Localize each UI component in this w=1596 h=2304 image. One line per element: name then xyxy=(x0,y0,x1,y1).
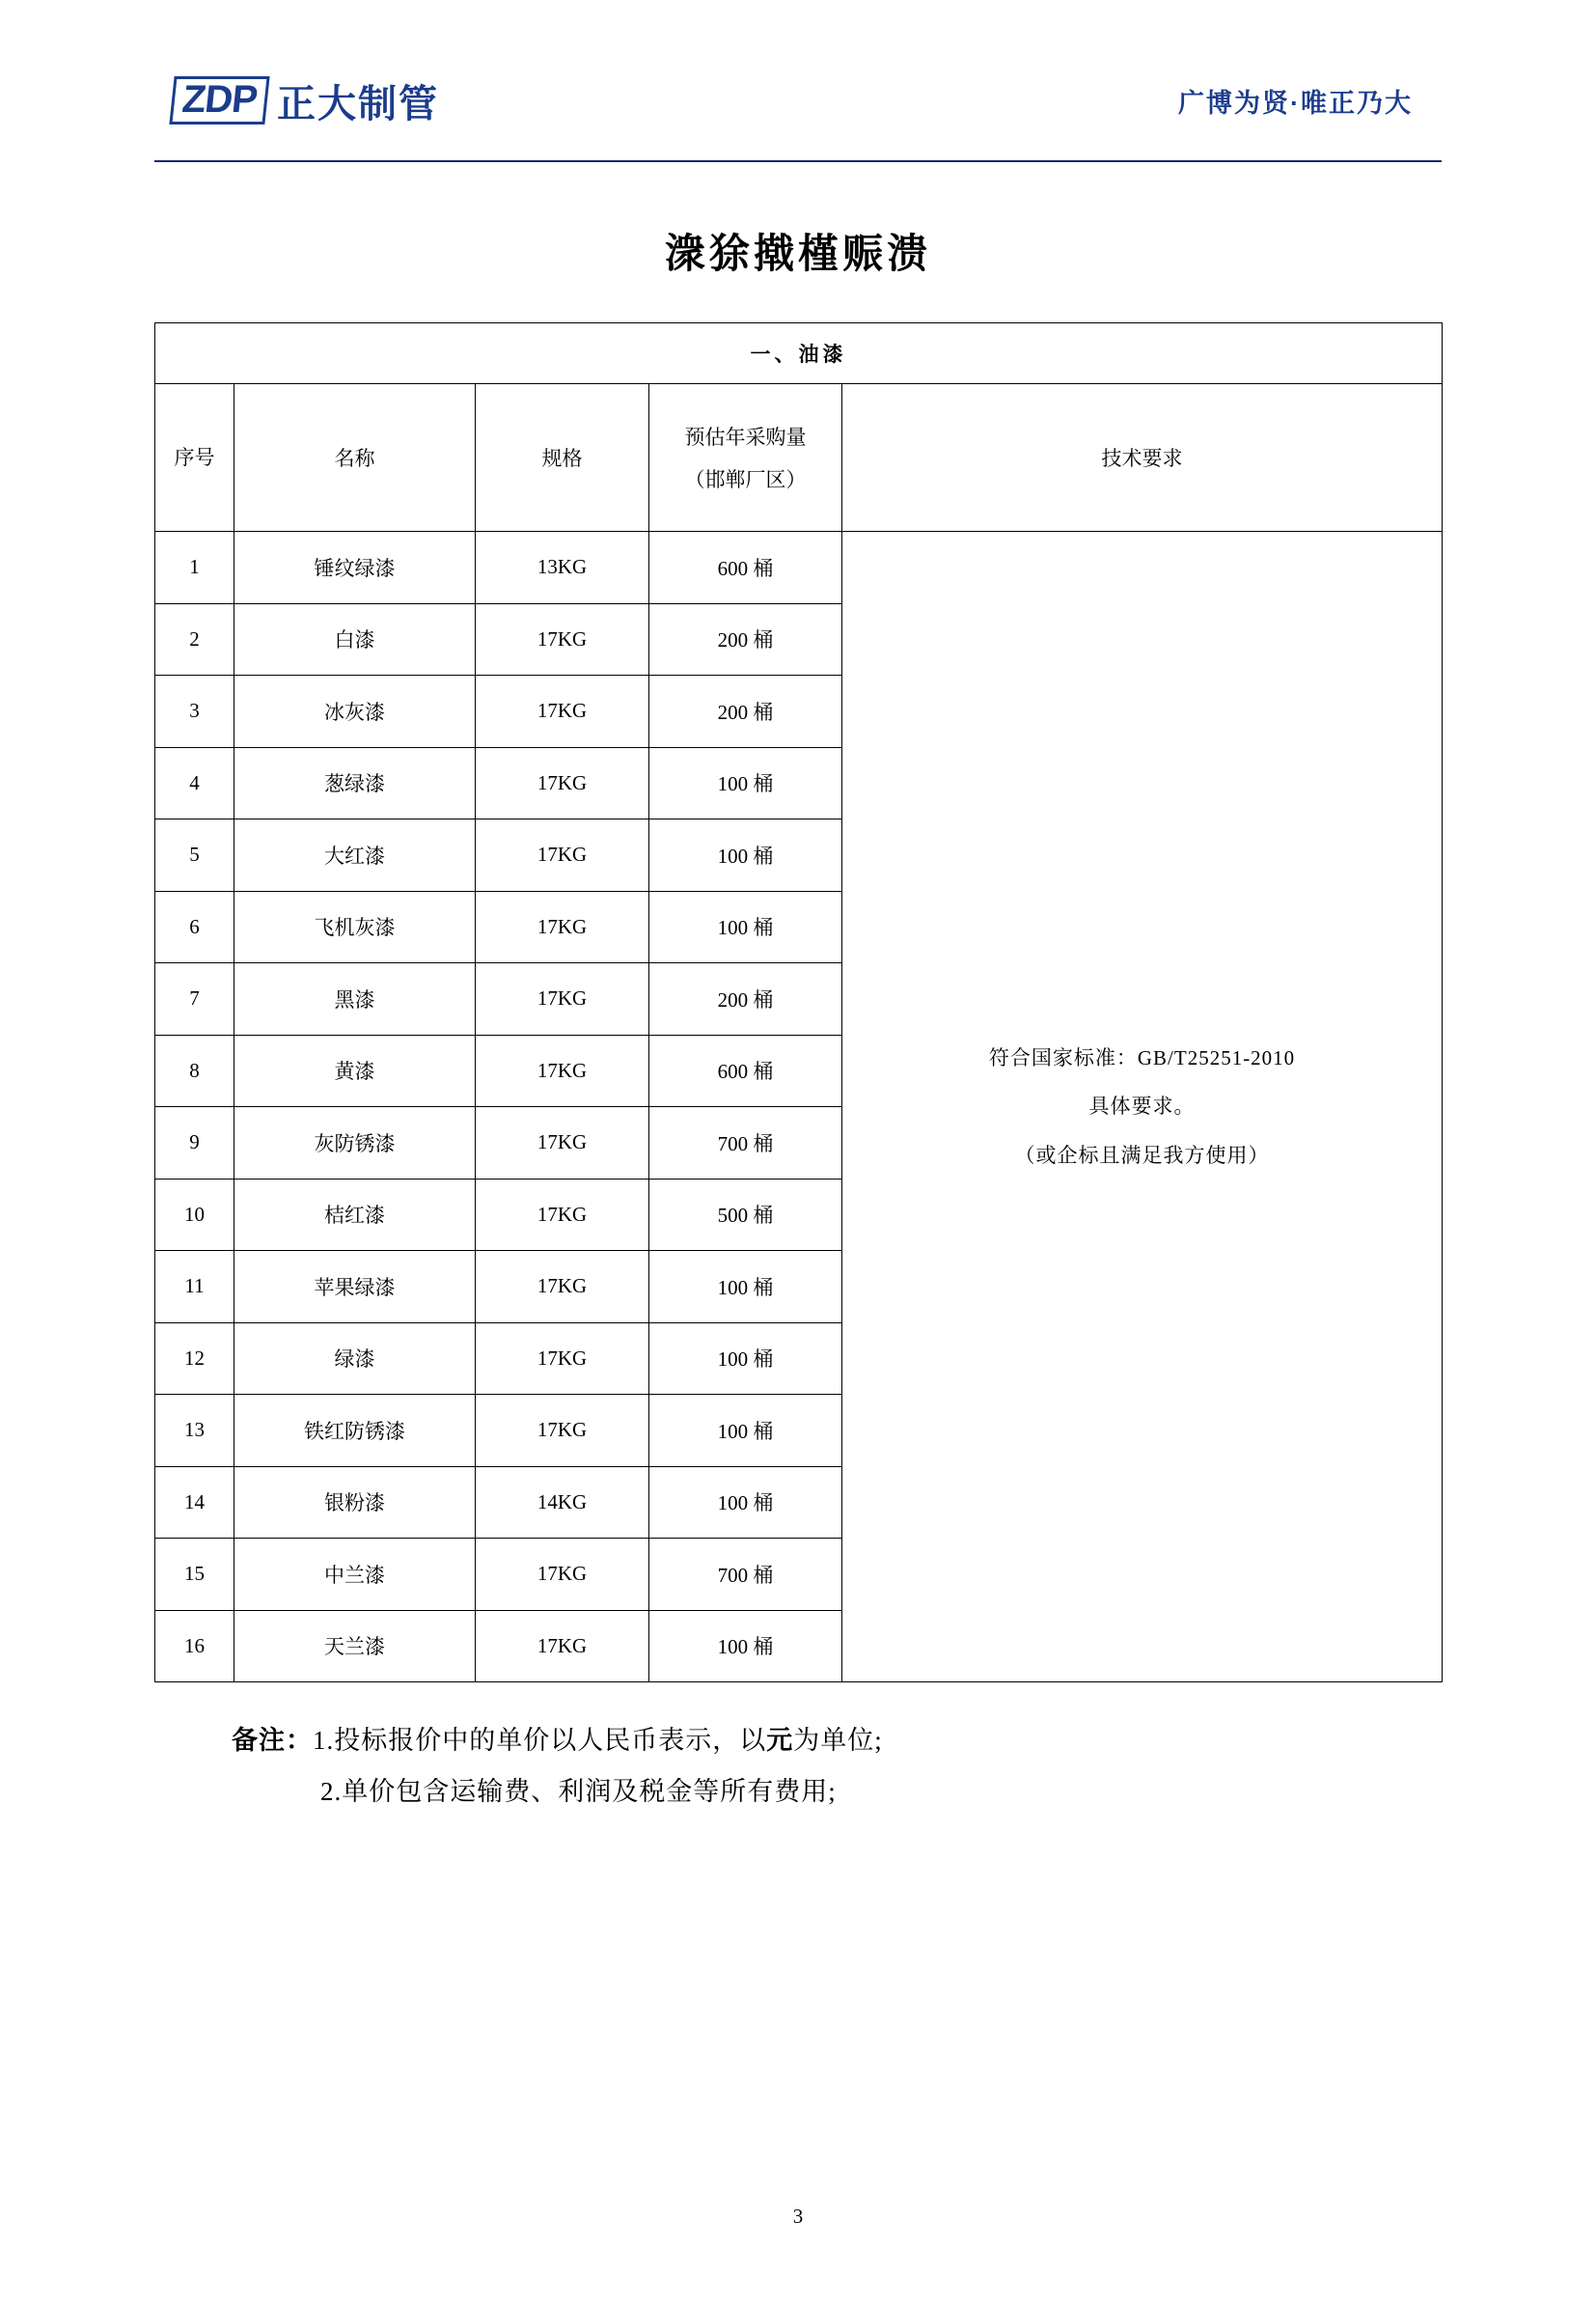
cell-spec: 17KG xyxy=(476,1107,649,1180)
cell-spec: 17KG xyxy=(476,603,649,676)
note-line-1 xyxy=(232,1715,1442,1766)
cell-name: 中兰漆 xyxy=(234,1539,476,1611)
cell-seq: 15 xyxy=(155,1539,234,1611)
cell-quantity: 200 桶 xyxy=(649,676,842,748)
column-header-seq: 序号 xyxy=(155,384,234,532)
cell-quantity: 100 桶 xyxy=(649,1395,842,1467)
cell-quantity: 100 桶 xyxy=(649,891,842,963)
cell-quantity: 100 桶 xyxy=(649,819,842,892)
cell-spec: 17KG xyxy=(476,1322,649,1395)
cell-spec: 17KG xyxy=(476,1035,649,1107)
cell-name: 黑漆 xyxy=(234,963,476,1036)
cell-spec: 17KG xyxy=(476,1179,649,1251)
column-header-quantity xyxy=(649,384,842,532)
cell-quantity: 600 桶 xyxy=(649,532,842,604)
cell-spec: 17KG xyxy=(476,819,649,892)
cell-seq: 13 xyxy=(155,1395,234,1467)
cell-seq: 5 xyxy=(155,819,234,892)
table-header-row xyxy=(155,384,1443,532)
cell-quantity: 100 桶 xyxy=(649,1322,842,1395)
column-header-quantity-line2: （邯郸厂区） xyxy=(684,468,807,491)
cell-spec: 17KG xyxy=(476,1539,649,1611)
cell-quantity: 200 桶 xyxy=(649,963,842,1036)
cell-name: 苹果绿漆 xyxy=(234,1251,476,1323)
cell-spec: 17KG xyxy=(476,891,649,963)
cell-name: 白漆 xyxy=(234,603,476,676)
table-category-row xyxy=(155,323,1443,384)
cell-name: 冰灰漆 xyxy=(234,676,476,748)
category-title: 一、油漆 xyxy=(155,323,1443,384)
company-slogan: 广博为贤·唯正乃大 xyxy=(1178,88,1413,118)
cell-name: 锤纹绿漆 xyxy=(234,532,476,604)
cell-name: 大红漆 xyxy=(234,819,476,892)
page-number: 3 xyxy=(792,2205,804,2228)
cell-name: 灰防锈漆 xyxy=(234,1107,476,1180)
cell-quantity: 700 桶 xyxy=(649,1107,842,1180)
tech-line-1: 符合国家标准：GB/T25251-2010 xyxy=(988,1045,1296,1069)
cell-tech-requirement xyxy=(842,532,1443,1682)
note-1-pre: 1.投标报价中的单价以人民币表示，以 xyxy=(313,1726,767,1755)
column-header-tech: 技术要求 xyxy=(842,384,1443,532)
cell-name: 天兰漆 xyxy=(234,1610,476,1682)
cell-name: 桔红漆 xyxy=(234,1179,476,1251)
cell-seq: 10 xyxy=(155,1179,234,1251)
cell-name: 飞机灰漆 xyxy=(234,891,476,963)
cell-seq: 16 xyxy=(155,1610,234,1682)
cell-seq: 14 xyxy=(155,1466,234,1539)
cell-name: 绿漆 xyxy=(234,1322,476,1395)
cell-seq: 12 xyxy=(155,1322,234,1395)
cell-name: 银粉漆 xyxy=(234,1466,476,1539)
cell-spec: 17KG xyxy=(476,1610,649,1682)
company-logo xyxy=(172,73,439,128)
note-1-post: 为单位; xyxy=(793,1726,883,1755)
cell-seq: 6 xyxy=(155,891,234,963)
column-header-quantity-line1: 预估年采购量 xyxy=(684,426,807,449)
cell-name: 葱绿漆 xyxy=(234,747,476,819)
tech-line-2: 具体要求。 xyxy=(1088,1095,1196,1119)
cell-spec: 17KG xyxy=(476,1395,649,1467)
zdp-logo-icon: ZDP xyxy=(169,76,269,125)
cell-spec: 17KG xyxy=(476,676,649,748)
document-page xyxy=(0,46,1596,2304)
cell-name: 黄漆 xyxy=(234,1035,476,1107)
notes-section xyxy=(154,1715,1442,1817)
procurement-table xyxy=(154,322,1443,1682)
cell-spec: 17KG xyxy=(476,1251,649,1323)
cell-seq: 2 xyxy=(155,603,234,676)
cell-quantity: 500 桶 xyxy=(649,1179,842,1251)
cell-seq: 8 xyxy=(155,1035,234,1107)
tech-line-3: （或企标且满足我方使用） xyxy=(1014,1143,1270,1167)
column-header-spec: 规格 xyxy=(476,384,649,532)
cell-seq: 1 xyxy=(155,532,234,604)
page-title: 潨狳撠槿赈溃 xyxy=(664,233,931,277)
company-name: 正大制管 xyxy=(277,82,439,125)
cell-seq: 9 xyxy=(155,1107,234,1180)
note-line-2: 2.单价包含运输费、利润及税金等所有费用; xyxy=(320,1776,837,1806)
cell-quantity: 100 桶 xyxy=(649,1466,842,1539)
cell-seq: 11 xyxy=(155,1251,234,1323)
cell-seq: 3 xyxy=(155,676,234,748)
cell-spec: 14KG xyxy=(476,1466,649,1539)
cell-quantity: 700 桶 xyxy=(649,1539,842,1611)
cell-quantity: 600 桶 xyxy=(649,1035,842,1107)
cell-quantity: 100 桶 xyxy=(649,1610,842,1682)
page-header xyxy=(154,46,1442,162)
cell-spec: 17KG xyxy=(476,747,649,819)
cell-quantity: 100 桶 xyxy=(649,747,842,819)
cell-quantity: 100 桶 xyxy=(649,1251,842,1323)
cell-spec: 17KG xyxy=(476,963,649,1036)
cell-name: 铁红防锈漆 xyxy=(234,1395,476,1467)
cell-seq: 7 xyxy=(155,963,234,1036)
note-1-emphasis: 元 xyxy=(766,1726,794,1755)
cell-spec: 13KG xyxy=(476,532,649,604)
notes-label: 备注： xyxy=(232,1726,313,1755)
cell-quantity: 200 桶 xyxy=(649,603,842,676)
table-row xyxy=(155,532,1443,604)
cell-seq: 4 xyxy=(155,747,234,819)
column-header-name: 名称 xyxy=(234,384,476,532)
